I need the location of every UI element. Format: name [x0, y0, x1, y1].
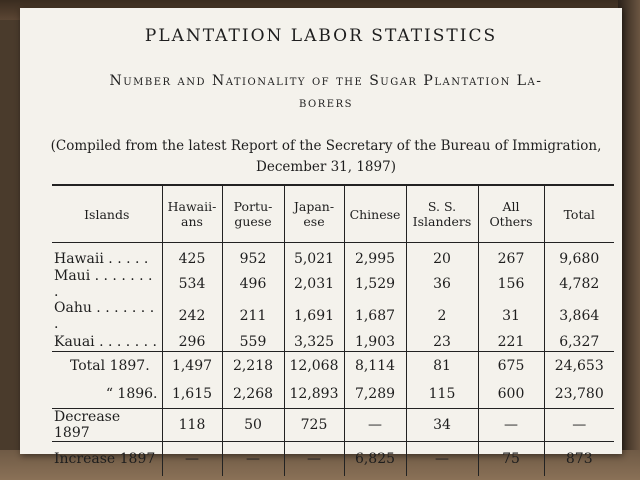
table-cell: 81 [406, 352, 478, 381]
table-cell: — [406, 442, 478, 477]
row-label: Hawaii . . . . . [54, 250, 149, 267]
table-cell: 2,268 [222, 380, 284, 409]
table-cell: 115 [406, 380, 478, 409]
column-header: Chinese [344, 185, 406, 243]
source-note-line-2: December 31, 1897) [256, 159, 396, 175]
page-title: PLANTATION LABOR STATISTICS [144, 26, 498, 46]
column-header: Islands [52, 185, 162, 243]
table-cell: — [284, 442, 344, 477]
table-cell: 3,864 [544, 300, 614, 332]
table-cell: 2,995 [344, 243, 406, 269]
table-cell: 23,780 [544, 380, 614, 409]
row-label: Oahu . . . . . . . . [54, 300, 155, 332]
document-page [20, 8, 622, 467]
table-cell: 24,653 [544, 352, 614, 381]
table-cell: 242 [162, 300, 222, 332]
table-cell: 34 [406, 409, 478, 442]
table-row-decrease-1897 [52, 409, 614, 442]
table-cell: 75 [478, 442, 544, 477]
table-cell: 31 [478, 300, 544, 332]
row-label: Increase 1897 [54, 451, 156, 467]
table-cell: 425 [162, 243, 222, 269]
table-cell: 36 [406, 268, 478, 300]
table-cell: 23 [406, 332, 478, 352]
table-cell: 5,021 [284, 243, 344, 269]
table-cell: — [162, 442, 222, 477]
table-cell: 6,327 [544, 332, 614, 352]
column-header: Hawaii- ans [162, 185, 222, 243]
column-header: Total [544, 185, 614, 243]
subtitle-line-1: Number and Nationality of the Sugar Plantation La- [109, 73, 543, 89]
table-cell: 12,068 [284, 352, 344, 381]
table-cell: 9,680 [544, 243, 614, 269]
subtitle-line-2: borers [299, 95, 353, 111]
table-cell: 1,691 [284, 300, 344, 332]
table-row-hawaii [52, 243, 614, 269]
table-row-total-1896 [52, 380, 614, 409]
table-subtitle [46, 70, 606, 114]
table-cell: 118 [162, 409, 222, 442]
table-cell: 7,289 [344, 380, 406, 409]
table-cell: 1,615 [162, 380, 222, 409]
table-cell: 3,325 [284, 332, 344, 352]
header-row [52, 185, 614, 243]
row-label: Total 1897. [52, 352, 162, 381]
table-cell: 211 [222, 300, 284, 332]
source-note-line-1: (Compiled from the latest Report of the Secretary of the Bureau of Immigration, [50, 138, 602, 154]
source-note [40, 136, 612, 178]
table-cell: 267 [478, 243, 544, 269]
row-label: Kauai . . . . . . . [54, 333, 157, 350]
table-cell: 20 [406, 243, 478, 269]
table-cell: 6,825 [344, 442, 406, 477]
table-cell: 4,782 [544, 268, 614, 300]
table-cell: 534 [162, 268, 222, 300]
table-cell: 952 [222, 243, 284, 269]
table-row-increase-1897 [52, 442, 614, 477]
table-cell: 559 [222, 332, 284, 352]
table-cell: — [478, 409, 544, 442]
table-row-kauai [52, 332, 614, 352]
column-header: Japan- ese [284, 185, 344, 243]
table-cell: 296 [162, 332, 222, 352]
table-cell: — [544, 409, 614, 442]
table-cell: 1,497 [162, 352, 222, 381]
table-cell: 12,893 [284, 380, 344, 409]
table-cell: 2,031 [284, 268, 344, 300]
table-cell: 725 [284, 409, 344, 442]
table-cell: 2,218 [222, 352, 284, 381]
column-header: All Others [478, 185, 544, 243]
table-row-total-1897 [52, 352, 614, 381]
table-cell: — [344, 409, 406, 442]
row-label: Decrease 1897 [52, 409, 162, 442]
table-cell: 873 [544, 442, 614, 477]
column-header: S. S. Islanders [406, 185, 478, 243]
table-cell: 2 [406, 300, 478, 332]
table-cell: 50 [222, 409, 284, 442]
column-header: Portu- guese [222, 185, 284, 243]
table-cell: 8,114 [344, 352, 406, 381]
labor-statistics-table [52, 184, 614, 476]
table-cell: 221 [478, 332, 544, 352]
table-cell: 1,687 [344, 300, 406, 332]
table-cell: 1,529 [344, 268, 406, 300]
table-cell: 600 [478, 380, 544, 409]
row-label: “ 1896. [52, 380, 162, 409]
row-label: Maui . . . . . . . . [54, 268, 153, 300]
table-cell: 496 [222, 268, 284, 300]
table-row-maui [52, 268, 614, 300]
table-cell: 156 [478, 268, 544, 300]
table-cell: 675 [478, 352, 544, 381]
table-cell: — [222, 442, 284, 477]
table-row-oahu [52, 300, 614, 332]
table-cell: 1,903 [344, 332, 406, 352]
